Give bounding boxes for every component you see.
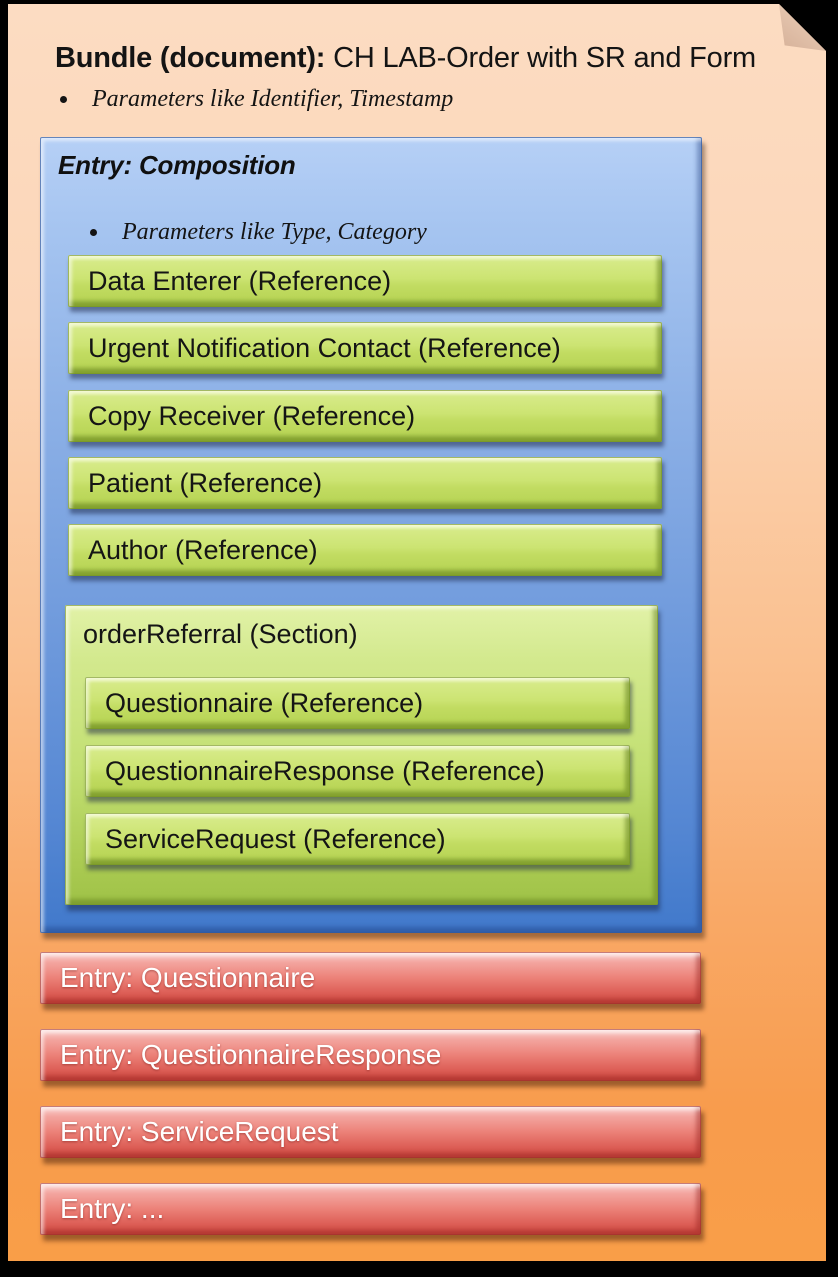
reference-questionnaire-response: QuestionnaireResponse (Reference) xyxy=(85,745,630,797)
reference-data-enterer: Data Enterer (Reference) xyxy=(68,255,662,307)
composition-bullet-text: Parameters like Type, Category xyxy=(122,219,427,245)
bullet-dot-icon xyxy=(60,96,67,103)
reference-copy-receiver: Copy Receiver (Reference) xyxy=(68,390,662,442)
reference-questionnaire: Questionnaire (Reference) xyxy=(85,677,630,729)
reference-urgent-notification-contact: Urgent Notification Contact (Reference) xyxy=(68,322,662,374)
reference-patient: Patient (Reference) xyxy=(68,457,662,509)
composition-bullet xyxy=(90,217,427,247)
bundle-bullet xyxy=(60,84,453,114)
entry-ellipsis: Entry: ... xyxy=(40,1183,701,1235)
entry-service-request: Entry: ServiceRequest xyxy=(40,1106,701,1158)
folded-corner xyxy=(779,4,826,51)
entry-questionnaire-response: Entry: QuestionnaireResponse xyxy=(40,1029,701,1081)
reference-service-request: ServiceRequest (Reference) xyxy=(85,813,630,865)
entry-questionnaire: Entry: Questionnaire xyxy=(40,952,701,1004)
order-referral-section xyxy=(65,605,658,905)
bullet-dot-icon xyxy=(90,229,97,236)
composition-title: Entry: Composition xyxy=(58,150,296,180)
bundle-title-bold: Bundle (document): xyxy=(55,42,326,74)
bundle-bullet-text: Parameters like Identifier, Timestamp xyxy=(92,86,454,112)
reference-author: Author (Reference) xyxy=(68,524,662,576)
bundle-title xyxy=(55,40,775,76)
order-referral-section-title: orderReferral (Section) xyxy=(83,619,358,649)
bundle-title-regular: CH LAB-Order with SR and Form xyxy=(333,42,756,74)
composition-box xyxy=(40,137,702,933)
